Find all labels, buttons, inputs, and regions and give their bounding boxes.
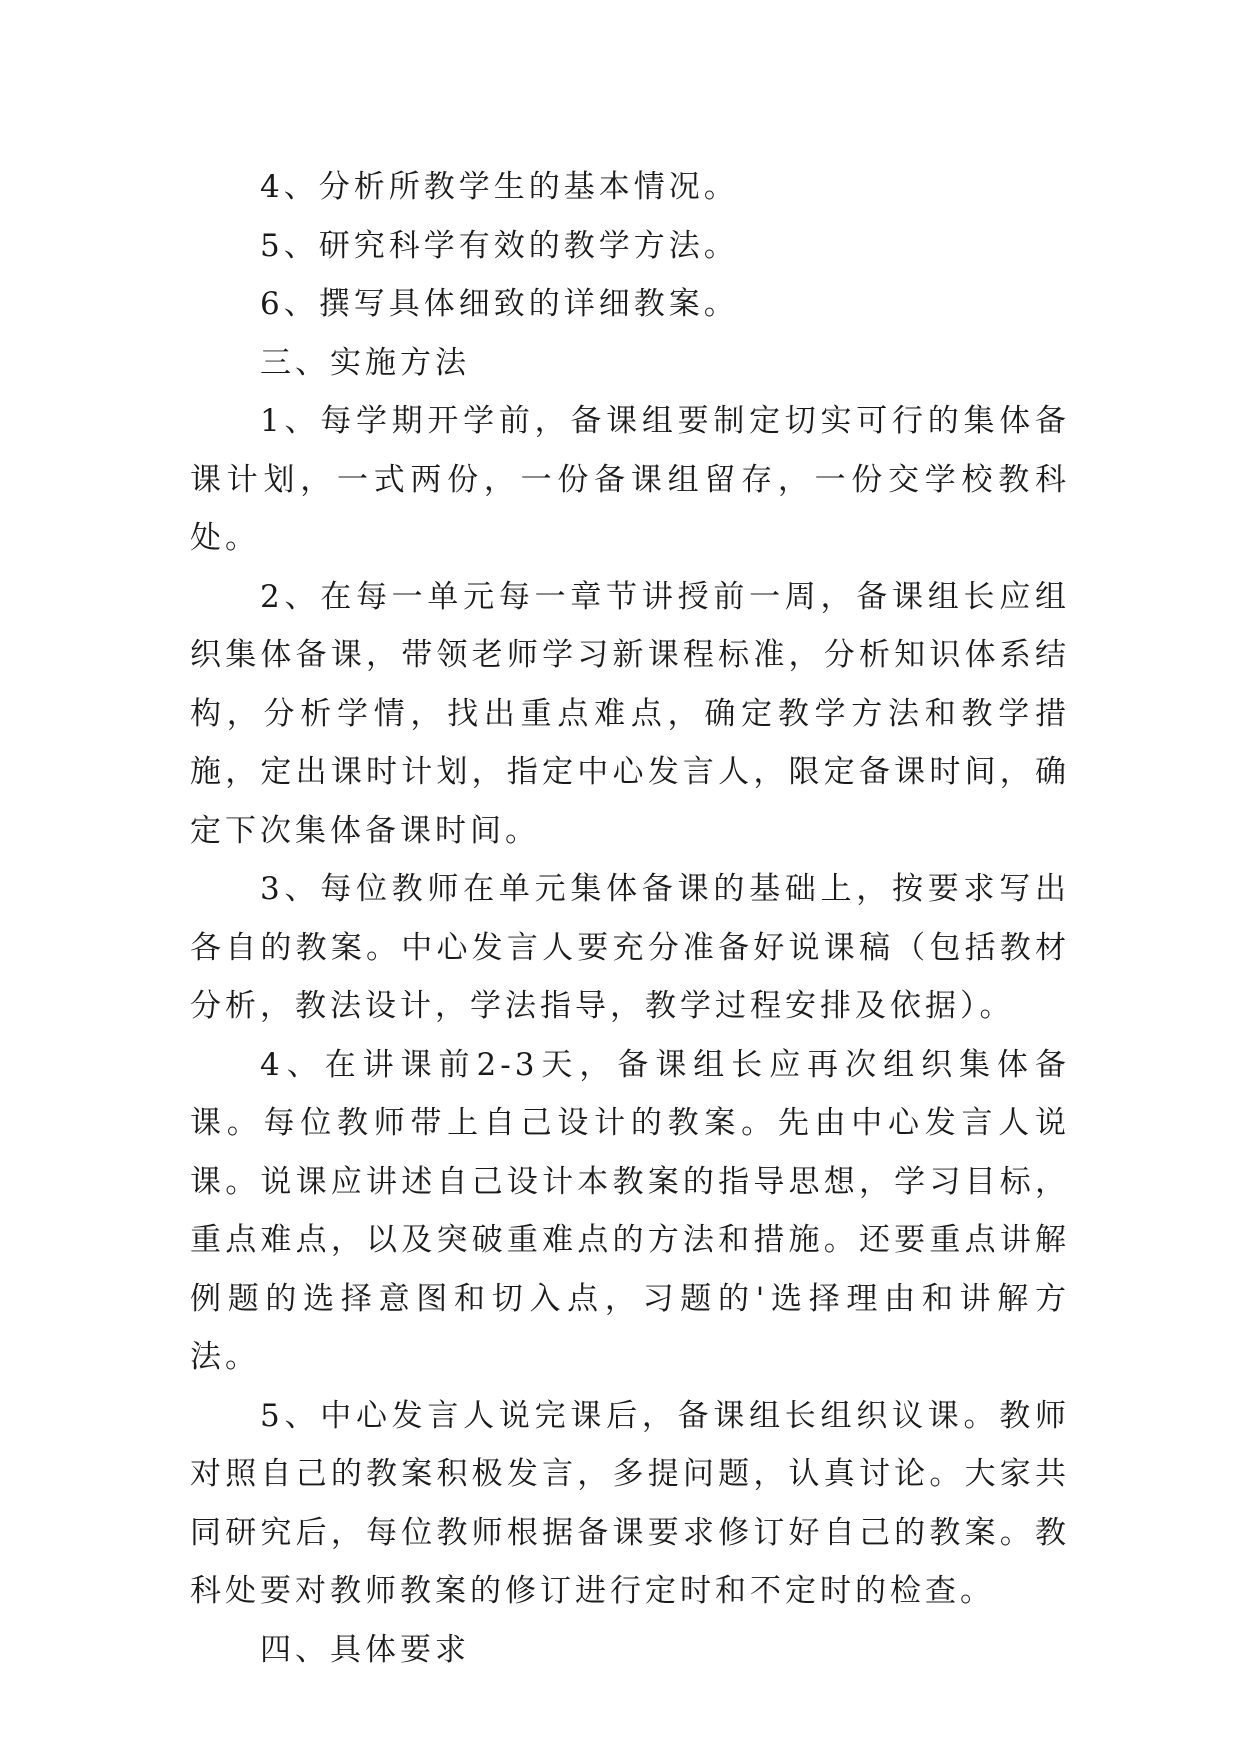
section-heading-requirements: 四、具体要求: [260, 1631, 470, 1668]
paragraph-step-3: 3、每位教师在单元集体备课的基础上，按要求写出各自的教案。中心发言人要充分准备好说课稿（包括教材分析，教法设计，学法指导，教学过程安排及依据）。: [190, 871, 1070, 1024]
paragraph-step-4: 4、在讲课前2-3天，备课组长应再次组织集体备课。每位教师带上自己设计的教案。先由中心发言人说课。说课应讲述自己设计本教案的指导思想，学习目标，重点难点，以及突破重难点的方法和措施。还要重点讲解例题的选择意图和切入点，习题的'选择理由和讲解方法。: [190, 1046, 1070, 1375]
paragraph-step-2: 2、在每一单元每一章节讲授前一周，备课组长应组织集体备课，带领老师学习新课程标准，分析知识体系结构，分析学情，找出重点难点，确定教学方法和教学措施，定出课时计划，指定中心发言人，限定备课时间，确定下次集体备课时间。: [190, 578, 1070, 849]
paragraph-item-6-lesson-plan: 6、撰写具体细致的详细教案。: [260, 286, 739, 322]
paragraph-item-5-methods: 5、研究科学有效的教学方法。: [260, 227, 739, 264]
paragraph-step-5: 5、中心发言人说完课后，备课组长组织议课。教师对照自己的教案积极发言，多提问题，认真讨论。大家共同研究后，每位教师根据备课要求修订好自己的教案。教科处要对教师教案的修订进行定时和不定时的检查。: [190, 1397, 1070, 1609]
section-heading-implementation: 三、实施方法: [260, 344, 470, 381]
document-body: [190, 158, 1070, 1679]
paragraph-item-4-analysis: 4、分析所教学生的基本情况。: [260, 169, 739, 205]
paragraph-step-1: 1、每学期开学前，备课组要制定切实可行的集体备课计划，一式两份，一份备课组留存，一份交学校教科处。: [190, 403, 1070, 556]
